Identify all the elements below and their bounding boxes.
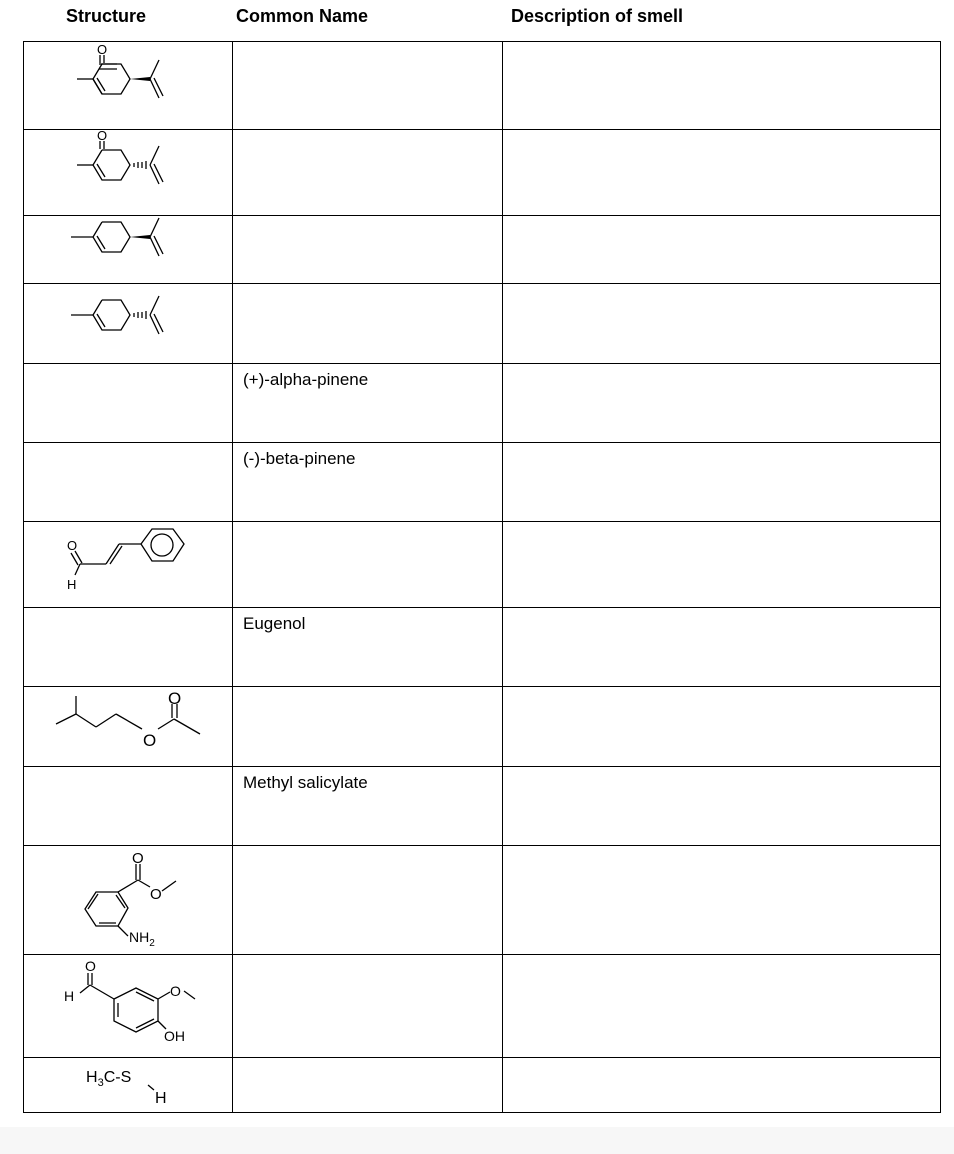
thiol-hydrogen-label: H [155,1090,167,1107]
cinnamaldehyde-structure [24,522,232,607]
common-name-cell: (-)-beta-pinene [233,443,503,522]
structure-cell [24,364,233,443]
hydrogen-label: H [67,577,77,592]
table-row [24,364,941,443]
description-cell [503,955,941,1058]
carbonyl-oxygen-label: O [168,689,182,708]
table-row [24,846,941,955]
common-name-cell [233,130,503,216]
structure-cell [24,42,233,130]
header-description: Description of smell [511,6,684,26]
table-row [24,1058,941,1113]
structure-cell [24,522,233,608]
common-name-cell [233,284,503,364]
carvone-wedge-structure [24,42,232,129]
structure-cell [24,608,233,687]
table-row [24,608,941,687]
aroma-table [23,41,941,1113]
aldehyde-hydrogen-label: H [64,988,75,1004]
methyl-h: H [86,1069,98,1086]
description-cell [503,846,941,955]
methyl-subscript: 3 [97,1077,104,1089]
description-cell [503,443,941,522]
common-name-cell: Methyl salicylate [233,767,503,846]
amine-text: NH [129,929,150,945]
table-row [24,522,941,608]
common-name-cell [233,687,503,767]
table-row [24,687,941,767]
structure-cell [24,687,233,767]
common-name-cell [233,846,503,955]
structure-cell [24,1058,233,1113]
limonene-wedge-structure [24,216,232,283]
oxygen-label: O [97,42,108,57]
carvone-hash-structure [24,130,232,215]
amine-subscript: 2 [149,938,155,949]
description-cell [503,522,941,608]
common-name-cell: (+)-alpha-pinene [233,364,503,443]
structure-cell [24,130,233,216]
methoxy-oxygen-label: O [170,983,181,999]
table-row [24,955,941,1058]
description-cell [503,1058,941,1113]
isoamyl-acetate-structure [24,687,232,766]
oxygen-label: O [67,538,78,553]
description-cell [503,42,941,130]
description-cell [503,130,941,216]
description-cell [503,767,941,846]
table-row [24,284,941,364]
description-cell [503,687,941,767]
methyl-c: C [103,1069,116,1086]
ester-oxygen-label: O [143,731,157,750]
structure-cell [24,846,233,955]
description-cell [503,284,941,364]
header-structure: Structure [66,6,147,26]
table-row [24,443,941,522]
common-name-cell: Eugenol [233,608,503,687]
table-row [24,130,941,216]
ester-oxygen-label: O [150,886,162,903]
carbonyl-oxygen-label: O [132,850,144,867]
vanillin-structure [24,955,232,1057]
description-cell [503,216,941,284]
common-name-cell [233,216,503,284]
common-name-cell [233,42,503,130]
header-common-name: Common Name [236,6,369,26]
methyl-anthranilate-structure [24,846,232,954]
amine-label [129,929,155,949]
sulfur-label: S [120,1069,132,1086]
table-row [24,216,941,284]
bond-dash: - [115,1069,121,1086]
methyl-label [86,1069,131,1089]
structure-cell [24,284,233,364]
common-name-cell [233,522,503,608]
table-row [24,42,941,130]
structure-cell [24,767,233,846]
common-name-cell [233,1058,503,1113]
description-cell [503,608,941,687]
structure-cell [24,443,233,522]
table-row [24,767,941,846]
structure-cell [24,955,233,1058]
limonene-hash-structure [24,284,232,363]
structure-cell [24,216,233,284]
description-cell [503,364,941,443]
methanethiol-structure [24,1058,232,1112]
aldehyde-oxygen-label: O [85,958,96,974]
common-name-cell [233,955,503,1058]
oxygen-label: O [97,130,108,143]
hydroxyl-label: OH [164,1028,185,1044]
